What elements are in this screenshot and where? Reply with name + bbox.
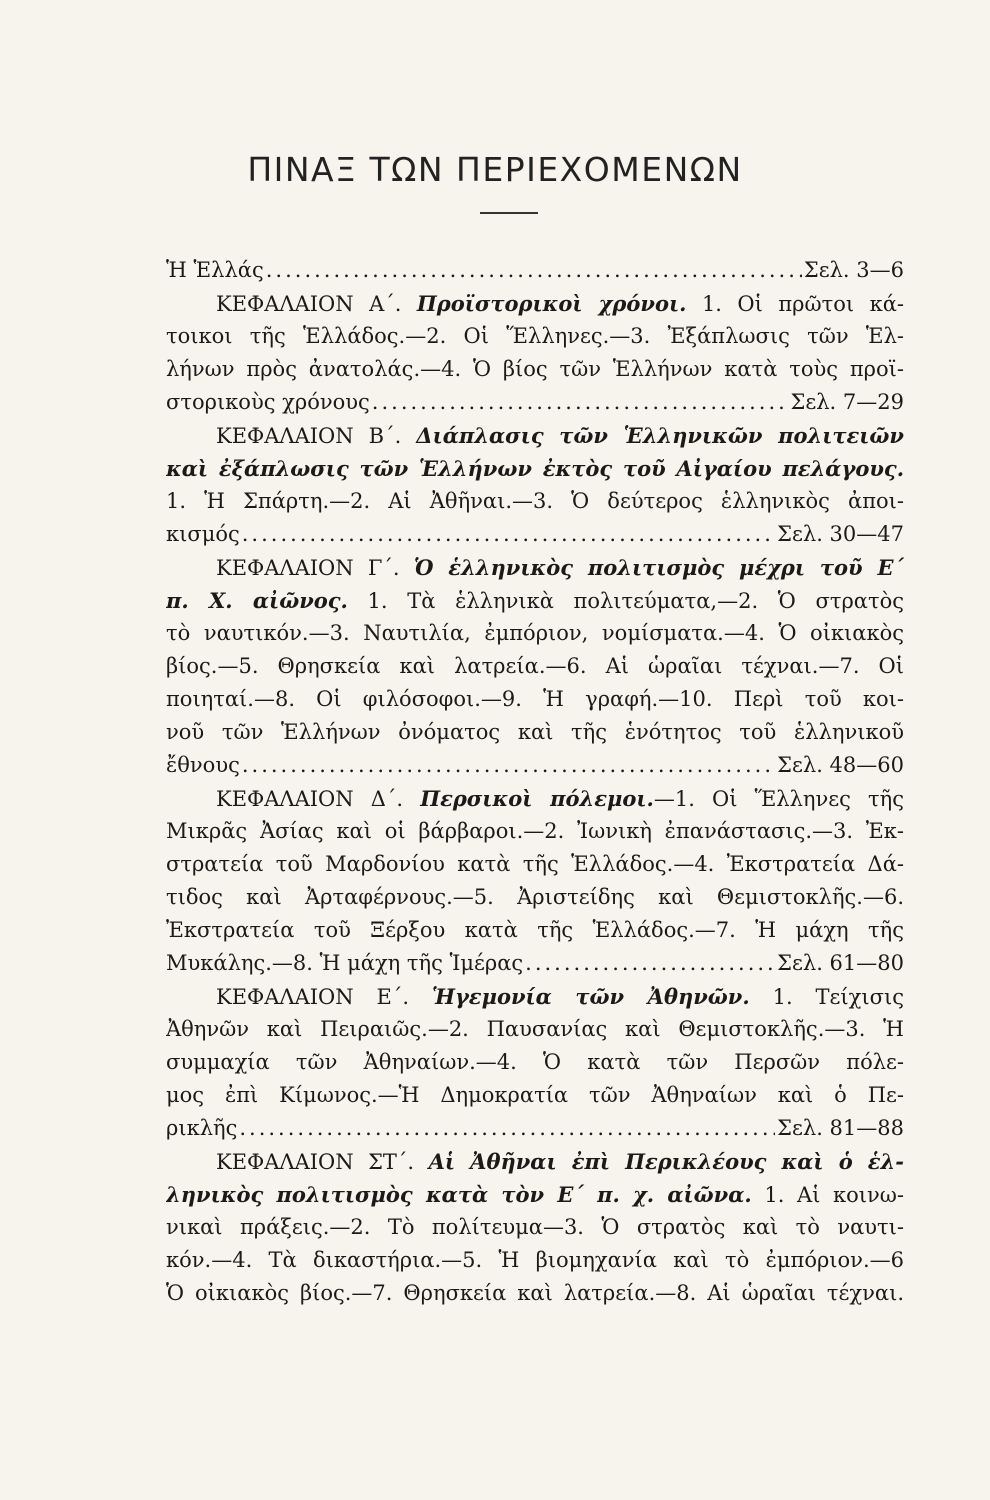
chapter-g-last-line [166, 749, 904, 782]
chapter-d-line: στρατεία τοῦ Μαρδονίου κατὰ τῆς Ἑλλάδος.—4. Ἐκστρατεία Δά- [166, 852, 904, 876]
chapter-d-line: Μικρᾶς Ἀσίας καὶ οἱ βάρβαροι.—2. Ἰωνικὴ ἐπανάστασις.—3. Ἐκ- [166, 819, 904, 843]
entry-text: ρικλῆς [166, 1116, 238, 1140]
chapter-heading: ΚΕΦΑΛΑΙΟΝ Ε΄. [216, 985, 410, 1009]
chapter-heading: ΚΕΦΑΛΑΙΟΝ ΣΤ΄. [216, 1150, 415, 1174]
chapter-st-line: κόν.—4. Τὰ δικαστήρια.—5. Ἡ βιομηχανία καὶ τὸ ἐμπόριον.—6 [166, 1248, 904, 1272]
page-range: Σελ. 48—60 [777, 753, 904, 777]
chapter-title: Διάπλασις τῶν Ἑλληνικῶν πολιτειῶν [416, 423, 904, 448]
dot-leader [525, 947, 775, 980]
dot-leader [242, 518, 775, 551]
entry-text: ἔθνους [166, 753, 240, 777]
page-range: Σελ. 81—88 [777, 1116, 904, 1140]
chapter-text: —1. Οἱ Ἕλληνες τῆς [653, 787, 904, 811]
chapter-st-title-line [166, 1178, 904, 1211]
chapter-title: Προϊστορικοὶ χρόνοι. [416, 291, 687, 316]
chapter-title: Ἡγεμονία τῶν Ἀθηνῶν. [431, 984, 750, 1009]
chapter-st-line: νικαὶ πράξεις.—2. Τὸ πολίτευμα—3. Ὁ στρατὸς καὶ τὸ ναυτι- [166, 1215, 904, 1239]
chapter-b-last-line [166, 518, 904, 551]
chapter-g-line: νοῦ τῶν Ἑλλήνων ὀνόματος καὶ τῆς ἑνότητος τοῦ ἑλληνικοῦ [166, 720, 904, 744]
chapter-d-line: τιδος καὶ Ἀρταφέρνους.—5. Ἀριστείδης καὶ Θεμιστοκλῆς.—6. [166, 885, 904, 909]
entry-text: κισμός [166, 522, 240, 546]
chapter-e-line: συμμαχία τῶν Ἀθηναίων.—4. Ὁ κατὰ τῶν Περσῶν πόλε- [166, 1050, 904, 1074]
chapter-g-line: τὸ ναυτικόν.—3. Ναυτιλία, ἐμπόριον, νομίσματα.—4. Ὁ οἰκιακὸς [166, 621, 904, 645]
chapter-g-line: βίος.—5. Θρησκεία καὶ λατρεία.—6. Αἱ ὡραῖαι τέχναι.—7. Οἱ [166, 654, 904, 678]
page-range: Σελ. 7—29 [790, 390, 904, 414]
chapter-heading: ΚΕΦΑΛΑΙΟΝ Α΄. [216, 292, 402, 316]
chapter-d-last-line [166, 947, 904, 980]
chapter-title: Αἱ Ἀθῆναι ἐπὶ Περικλέους καὶ ὁ ἑλ- [428, 1149, 904, 1174]
chapter-text: 1. Τείχισις [772, 985, 904, 1009]
chapter-heading: ΚΕΦΑΛΑΙΟΝ Δ΄. [216, 787, 404, 811]
entry-text: Μυκάλης.—8. Ἡ μάχη τῆς Ἱμέρας [166, 951, 524, 975]
chapter-title: π. Χ. αἰῶνος. [166, 588, 348, 613]
chapter-title: Ὁ ἑλληνικὸς πολιτισμὸς μέχρι τοῦ Ε΄ [413, 555, 904, 580]
dot-leader [372, 386, 789, 419]
chapter-g-heading-line [166, 551, 904, 584]
chapter-title: Περσικοὶ πόλεμοι. [420, 786, 654, 811]
dot-leader [242, 749, 775, 782]
chapter-st-heading-line [166, 1145, 904, 1178]
page-range: Σελ. 3—6 [803, 258, 904, 282]
chapter-b-heading-line [166, 419, 904, 452]
chapter-text: 1. Αἱ κοινω- [764, 1183, 904, 1207]
page-title: ΠΙΝΑΞ ΤΩΝ ΠΕΡΙΕΧΟΜΕΝΩΝ [247, 150, 743, 189]
chapter-e-last-line [166, 1112, 904, 1145]
chapter-d-line: Ἐκστρατεία τοῦ Ξέρξου κατὰ τῆς Ἑλλάδος.—7. Ἡ μάχη τῆς [166, 918, 904, 942]
chapter-g-line: ποιηταί.—8. Οἱ φιλόσοφοι.—9. Ἡ γραφή.—10. Περὶ τοῦ κοι- [166, 687, 904, 711]
chapter-a-line: τοικοι τῆς Ἑλλάδος.—2. Οἱ Ἕλληνες.—3. Ἐξάπλωσις τῶν Ἑλ- [166, 324, 904, 348]
chapter-d-heading-line [166, 782, 904, 815]
entry-text: στορικοὺς χρόνους [166, 390, 370, 414]
chapter-heading: ΚΕΦΑΛΑΙΟΝ Γ΄. [216, 556, 400, 580]
chapter-text: 1. Τὰ ἑλληνικὰ πολιτεύματα,—2. Ὁ στρατὸς [367, 589, 904, 613]
chapter-title: ληνικὸς πολιτισμὸς κατὰ τὸν Ε΄ π. χ. αἰῶνα. [166, 1182, 752, 1207]
dot-leader [239, 1112, 775, 1145]
page-range: Σελ. 30—47 [777, 522, 904, 546]
toc-entry-hellas [166, 254, 904, 287]
page-range: Σελ. 61—80 [777, 951, 904, 975]
title-rule [480, 212, 538, 214]
chapter-e-line: Ἀθηνῶν καὶ Πειραιῶς.—2. Παυσανίας καὶ Θεμιστοκλῆς.—3. Ἡ [166, 1017, 904, 1041]
entry-text: Ἡ Ἑλλάς [166, 258, 264, 282]
chapter-text: 1. Οἱ πρῶτοι κά- [701, 292, 904, 316]
chapter-e-heading-line [166, 980, 904, 1013]
chapter-b-title-line: καὶ ἐξάπλωσις τῶν Ἑλλήνων ἐκτὸς τοῦ Αἰγαίου πελάγους. [166, 456, 904, 481]
chapter-a-heading-line [166, 287, 904, 320]
dot-leader [266, 254, 802, 287]
chapter-heading: ΚΕΦΑΛΑΙΟΝ Β΄. [216, 424, 402, 448]
table-of-contents [166, 254, 904, 1310]
chapter-a-last-line [166, 386, 904, 419]
chapter-b-line: 1. Ἡ Σπάρτη.—2. Αἱ Ἀθῆναι.—3. Ὁ δεύτερος ἑλληνικὸς ἀποι- [166, 489, 904, 513]
chapter-a-line: λήνων πρὸς ἀνατολάς.—4. Ὁ βίος τῶν Ἑλλήνων κατὰ τοὺς προϊ- [166, 357, 904, 381]
chapter-st-line: Ὁ οἰκιακὸς βίος.—7. Θρησκεία καὶ λατρεία.—8. Αἱ ὡραῖαι τέχναι. [166, 1281, 904, 1305]
chapter-g-title-line [166, 584, 904, 617]
chapter-e-line: μος ἐπὶ Κίμωνος.—Ἡ Δημοκρατία τῶν Ἀθηναίων καὶ ὁ Πε- [166, 1083, 904, 1107]
